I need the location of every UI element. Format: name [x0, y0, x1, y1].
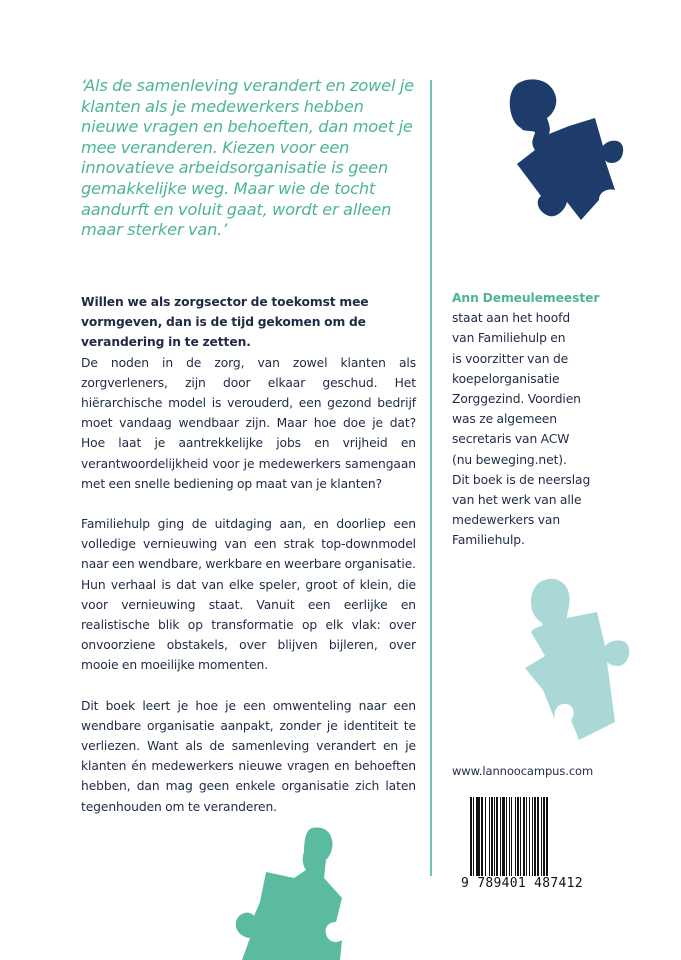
pull-quote — [81, 76, 421, 241]
isbn-barcode — [470, 797, 580, 877]
author-bio-line: is voorzitter van de — [452, 351, 569, 366]
author-bio-line: was ze algemeen — [452, 412, 557, 427]
author-bio-line: koepelorganisatie — [452, 371, 560, 386]
author-bio-line: Dit boek is de neerslag — [452, 472, 591, 487]
blurb-paragraph-2: Familiehulp ging de uitdaging aan, en doorliep een volledige vernieuwing van een strak top-downmodel naar een wendbare, werkbare en weerbare organisatie. Hun verhaal is dat van elke speler, groot of klein, die voor vernieuwing staat. Vanuit een eerlijke en realistische blik op transformatie op elk vlak: over onvoorziene obstakels, over blijven bijleren, over mooie en moeilijke momenten. — [81, 517, 416, 673]
author-bio-line: van Familiehulp en — [452, 331, 566, 346]
author-bio-line: Familiehulp. — [452, 533, 525, 548]
publisher-website-link[interactable]: www.lannoocampus.com — [452, 764, 594, 778]
author-bio-line: (nu beweging.net). — [452, 452, 567, 467]
blurb-paragraph-3: Dit boek leert je hoe je een omwenteling naar een wendbare organisatie aanpakt, zonder je identiteit te verliezen. Want als de samenleving verandert en je klanten én medewerkers nieuwe vragen en behoeften hebben, dan mag geen enkele organisatie zich laten tegenhouden om te veranderen. — [81, 698, 416, 814]
puzzle-piece-navy-icon — [495, 72, 625, 222]
author-bio-line: staat aan het hoofd — [452, 311, 571, 326]
isbn-number: 9 789401 487412 — [459, 876, 587, 891]
column-divider — [430, 80, 432, 876]
puzzle-piece-green-icon — [232, 826, 352, 960]
author-bio — [452, 288, 632, 551]
puzzle-piece-light-teal-icon — [505, 572, 635, 742]
blurb-lead: Willen we als zorgsector de toekomst mee vormgeven, dan is de tijd gekomen om de verandering in te zetten. — [81, 295, 369, 350]
barcode-bar — [548, 797, 549, 877]
blurb-column — [81, 292, 416, 837]
author-name: Ann Demeulemeester — [452, 291, 600, 305]
blurb-paragraph-1: De noden in de zorg, van zowel klanten als zorgverleners, zijn door elkaar geschud. Het hiërarchische model is verouderd, een gezond bedrijf moet vandaag wendbaar zijn. Maar hoe doe je dat? Hoe laat je aantrekkelijke jobs en vrijheid en verantwoordelijkheid voor je medewerkers samengaan met een snelle bediening op maat van je klanten? — [81, 355, 416, 491]
author-bio-line: Zorggezind. Voordien — [452, 392, 581, 407]
author-bio-line: secretaris van ACW — [452, 432, 570, 447]
author-bio-line: medewerkers van — [452, 513, 561, 528]
author-bio-line: van het werk van alle — [452, 493, 582, 508]
pull-quote-text: ‘Als de samenleving verandert en zowel je klanten als je medewerkers hebben nieuwe vragen en behoeften, dan moet je mee veranderen. Kiezen voor een innovatieve arbeidsorganisatie is geen gemakkelijke weg. Maar wie de tocht aandurft en voluit gaat, wordt er alleen maar sterker van.’ — [81, 76, 414, 240]
